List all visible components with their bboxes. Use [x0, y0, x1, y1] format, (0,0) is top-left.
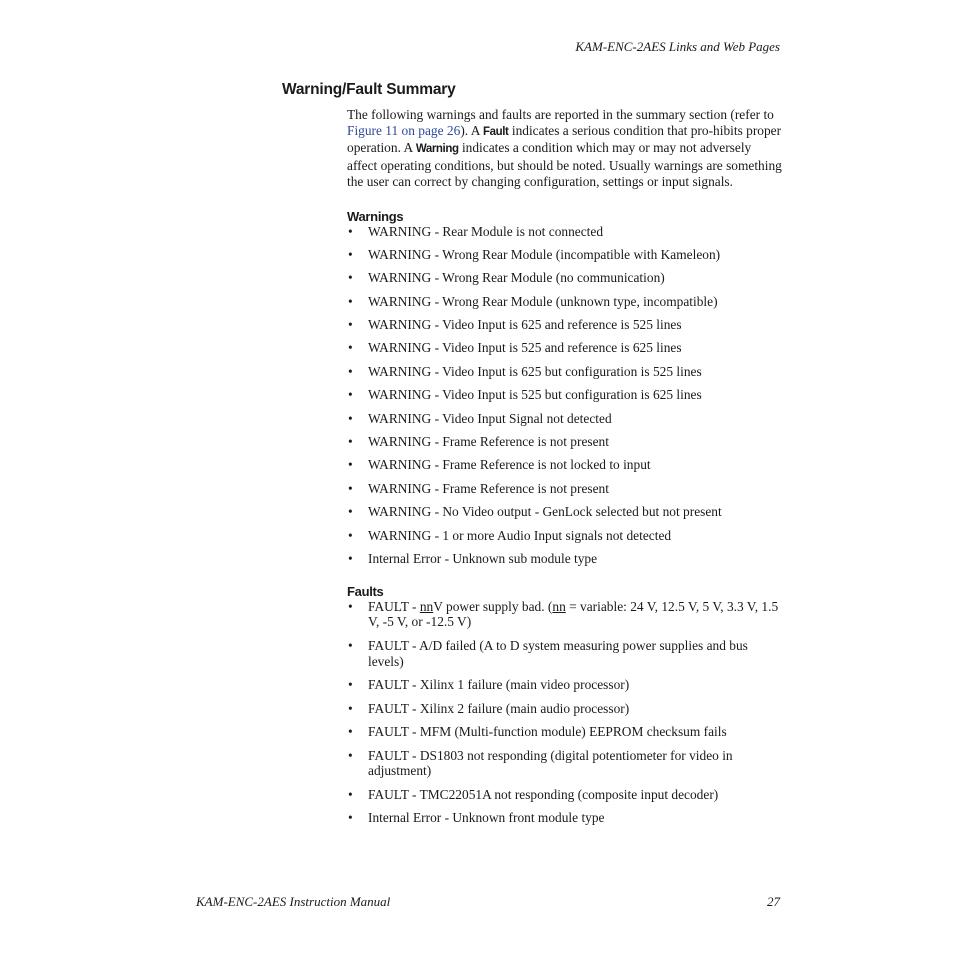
fault-text-suffix: = variable: 24 V, 12.5 V, 5 V, 3.3 V, 1.5 V, -5 V, or -12.5 V) — [368, 598, 779, 630]
fault-text: FAULT - Xilinx 2 failure (main audio processor) — [368, 700, 630, 716]
warning-text: WARNING - Video Input is 625 but configuration is 525 lines — [368, 363, 702, 379]
warning-item — [347, 270, 783, 286]
bullet-icon: • — [348, 410, 353, 426]
warning-item — [347, 340, 783, 356]
fault-item — [347, 677, 783, 693]
bullet-icon: • — [348, 786, 353, 802]
warning-text: Internal Error - Unknown sub module type — [368, 550, 598, 566]
fault-text: FAULT - DS1803 not responding (digital potentiometer for video in adjustment) — [368, 747, 733, 779]
warning-text: WARNING - Wrong Rear Module (unknown type, incompatible) — [368, 293, 718, 309]
warning-item — [347, 411, 783, 427]
warning-text: WARNING - Rear Module is not connected — [368, 223, 604, 239]
fault-item — [347, 748, 783, 779]
fault-text-prefix: FAULT - — [368, 598, 420, 614]
warning-term: Warning — [415, 143, 459, 156]
section-title: Warning/Fault Summary — [282, 81, 456, 98]
intro-text-4: indicates a condition which may or may not adversely affect operating conditions, but should be noted. Usually warnings are something the user can correct by changing configuration, settings or input signals. — [347, 140, 782, 189]
warning-text: WARNING - Video Input Signal not detected — [368, 410, 612, 426]
warning-text: WARNING - Frame Reference is not present — [368, 434, 609, 450]
faults-heading: Faults — [347, 583, 384, 599]
fault-text: FAULT - A/D failed (A to D system measuring power supplies and bus levels) — [368, 637, 748, 669]
warning-item — [347, 434, 783, 450]
bullet-icon: • — [348, 387, 353, 403]
intro-text-3: indicates a serious condition that pro-hibits proper operation. A — [347, 122, 782, 156]
fault-text: FAULT - Xilinx 1 failure (main video processor) — [368, 677, 630, 693]
running-header: KAM-ENC-2AES Links and Web Pages — [575, 39, 780, 54]
figure-link[interactable]: Figure 11 on page 26 — [347, 122, 461, 138]
warning-text: WARNING - Frame Reference is not locked to input — [368, 457, 651, 473]
warning-item — [347, 528, 783, 544]
fault-item — [347, 701, 783, 717]
warning-item — [347, 551, 783, 567]
bullet-icon: • — [348, 700, 353, 716]
warning-item — [347, 457, 783, 473]
fault-item — [347, 810, 783, 826]
fault-text: Internal Error - Unknown front module type — [368, 810, 605, 826]
bullet-icon: • — [348, 637, 353, 653]
bullet-icon: • — [348, 724, 353, 740]
fault-item — [347, 787, 783, 803]
faults-list — [347, 599, 783, 826]
bullet-icon: • — [348, 527, 353, 543]
footer-page-number: 27 — [767, 894, 780, 909]
fault-item — [347, 724, 783, 740]
fault-term: Fault — [483, 125, 509, 138]
bullet-icon: • — [348, 677, 353, 693]
fault-variable: nn — [419, 598, 434, 614]
bullet-icon: • — [348, 747, 353, 763]
warning-text: WARNING - Wrong Rear Module (incompatible with Kameleon) — [368, 246, 721, 262]
bullet-icon: • — [348, 223, 353, 239]
bullet-icon: • — [348, 246, 353, 262]
section-body — [347, 107, 783, 834]
warning-item — [347, 224, 783, 240]
warning-item — [347, 247, 783, 263]
bullet-icon: • — [348, 457, 353, 473]
fault-variable: nn — [552, 598, 566, 614]
intro-paragraph — [347, 107, 783, 190]
warning-text: WARNING - Frame Reference is not present — [368, 480, 609, 496]
bullet-icon: • — [348, 598, 353, 614]
fault-item — [347, 638, 783, 669]
warning-text: WARNING - Video Input is 525 but configuration is 625 lines — [368, 387, 702, 403]
warning-item — [347, 294, 783, 310]
warning-item — [347, 364, 783, 380]
fault-text: FAULT - TMC22051A not responding (composite input decoder) — [368, 786, 719, 802]
warning-text: WARNING - Video Input is 625 and reference is 525 lines — [368, 317, 682, 333]
warning-text: WARNING - No Video output - GenLock selected but not present — [368, 504, 722, 520]
warning-text: WARNING - 1 or more Audio Input signals not detected — [368, 527, 672, 543]
warning-text: WARNING - Video Input is 525 and reference is 625 lines — [368, 340, 682, 356]
fault-text: FAULT - MFM (Multi-function module) EEPROM checksum fails — [368, 724, 727, 740]
fault-item — [347, 599, 783, 630]
bullet-icon: • — [348, 434, 353, 450]
warning-item — [347, 481, 783, 497]
warning-item — [347, 317, 783, 333]
bullet-icon: • — [348, 363, 353, 379]
bullet-icon: • — [348, 810, 353, 826]
warning-item — [347, 504, 783, 520]
intro-text-2: ). A — [460, 122, 484, 138]
bullet-icon: • — [348, 317, 353, 333]
bullet-icon: • — [348, 504, 353, 520]
warning-text: WARNING - Wrong Rear Module (no communication) — [368, 270, 665, 286]
bullet-icon: • — [348, 293, 353, 309]
bullet-icon: • — [348, 550, 353, 566]
warnings-heading: Warnings — [347, 208, 404, 224]
bullet-icon: • — [348, 480, 353, 496]
warning-item — [347, 387, 783, 403]
bullet-icon: • — [348, 270, 353, 286]
intro-text-1: The following warnings and faults are reported in the summary section (refer to — [347, 107, 774, 122]
warnings-list — [347, 224, 783, 567]
footer-manual-title: KAM-ENC-2AES Instruction Manual — [196, 894, 391, 909]
fault-text-middle: V power supply bad. ( — [433, 598, 553, 614]
bullet-icon: • — [348, 340, 353, 356]
